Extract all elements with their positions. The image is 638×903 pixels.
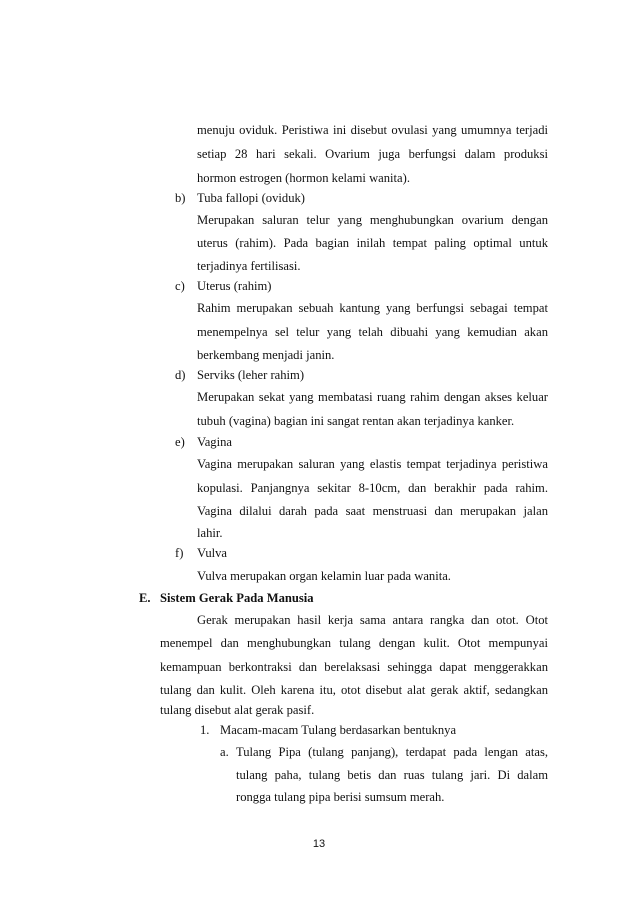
paragraph-line: menuju oviduk. Peristiwa ini disebut ovulasi yang umumnya terjadi (197, 123, 548, 137)
paragraph-line: Tulang Pipa (tulang panjang), terdapat pada lengan atas, (236, 745, 548, 759)
list-label: e) (175, 435, 185, 449)
numbered-label: 1. (200, 723, 210, 737)
list-label: b) (175, 191, 186, 205)
point-label: a. (220, 745, 229, 759)
paragraph-line: menempelnya sel telur yang telah dibuahi yang kemudian akan (197, 325, 548, 339)
paragraph-line: terjadinya fertilisasi. (197, 259, 301, 273)
paragraph-line: Vagina dilalui darah pada saat menstruasi dan merupakan jalan (197, 504, 548, 518)
paragraph-line: Vulva merupakan organ kelamin luar pada wanita. (197, 569, 451, 583)
list-label: c) (175, 279, 185, 293)
paragraph-line: lahir. (197, 526, 223, 540)
paragraph-line: tubuh (vagina) bagian ini sangat rentan akan terjadinya kanker. (197, 414, 515, 428)
paragraph-line: uterus (rahim). Pada bagian inilah tempat paling optimal untuk (197, 236, 548, 250)
paragraph-line: hormon estrogen (hormon kelami wanita). (197, 171, 410, 185)
list-item-title: Uterus (rahim) (197, 279, 272, 293)
paragraph-line: tulang disebut alat gerak pasif. (160, 703, 315, 717)
section-heading: Sistem Gerak Pada Manusia (160, 591, 314, 605)
list-item-title: Vulva (197, 546, 228, 560)
subsection-title: Macam-macam Tulang berdasarkan bentuknya (220, 723, 457, 737)
paragraph-line: kopulasi. Panjangnya sekitar 8-10cm, dan berakhir pada rahim. (197, 481, 548, 495)
list-item-title: Tuba fallopi (oviduk) (197, 191, 305, 205)
paragraph-line: rongga tulang pipa berisi sumsum merah. (236, 790, 445, 804)
paragraph-line: tulang dan kulit. Oleh karena itu, otot disebut alat gerak aktif, sedangkan (160, 683, 548, 697)
list-label: d) (175, 368, 186, 382)
paragraph-line: menempel dan menghubungkan tulang dengan kulit. Otot mempunyai (160, 636, 548, 650)
paragraph-line: Rahim merupakan sebuah kantung yang berfungsi sebagai tempat (197, 301, 548, 315)
paragraph-line: Merupakan saluran telur yang menghubungkan ovarium dengan (197, 213, 548, 227)
list-label: f) (175, 546, 184, 560)
paragraph-line: kemampuan berkontraksi dan berelaksasi sehingga dapat menggerakkan (160, 660, 548, 674)
paragraph-line: Gerak merupakan hasil kerja sama antara rangka dan otot. Otot (197, 613, 548, 627)
list-item-title: Vagina (197, 435, 232, 449)
paragraph-line: tulang paha, tulang betis dan ruas tulang jari. Di dalam (236, 768, 548, 782)
section-label: E. (139, 591, 151, 605)
paragraph-line: berkembang menjadi janin. (197, 348, 335, 362)
page-number: 13 (312, 838, 326, 850)
paragraph-line: Vagina merupakan saluran yang elastis tempat terjadinya peristiwa (197, 457, 548, 471)
list-item-title: Serviks (leher rahim) (197, 368, 305, 382)
paragraph-line: setiap 28 hari sekali. Ovarium juga berfungsi dalam produksi (197, 147, 548, 161)
paragraph-line: Merupakan sekat yang membatasi ruang rahim dengan akses keluar (197, 390, 548, 404)
